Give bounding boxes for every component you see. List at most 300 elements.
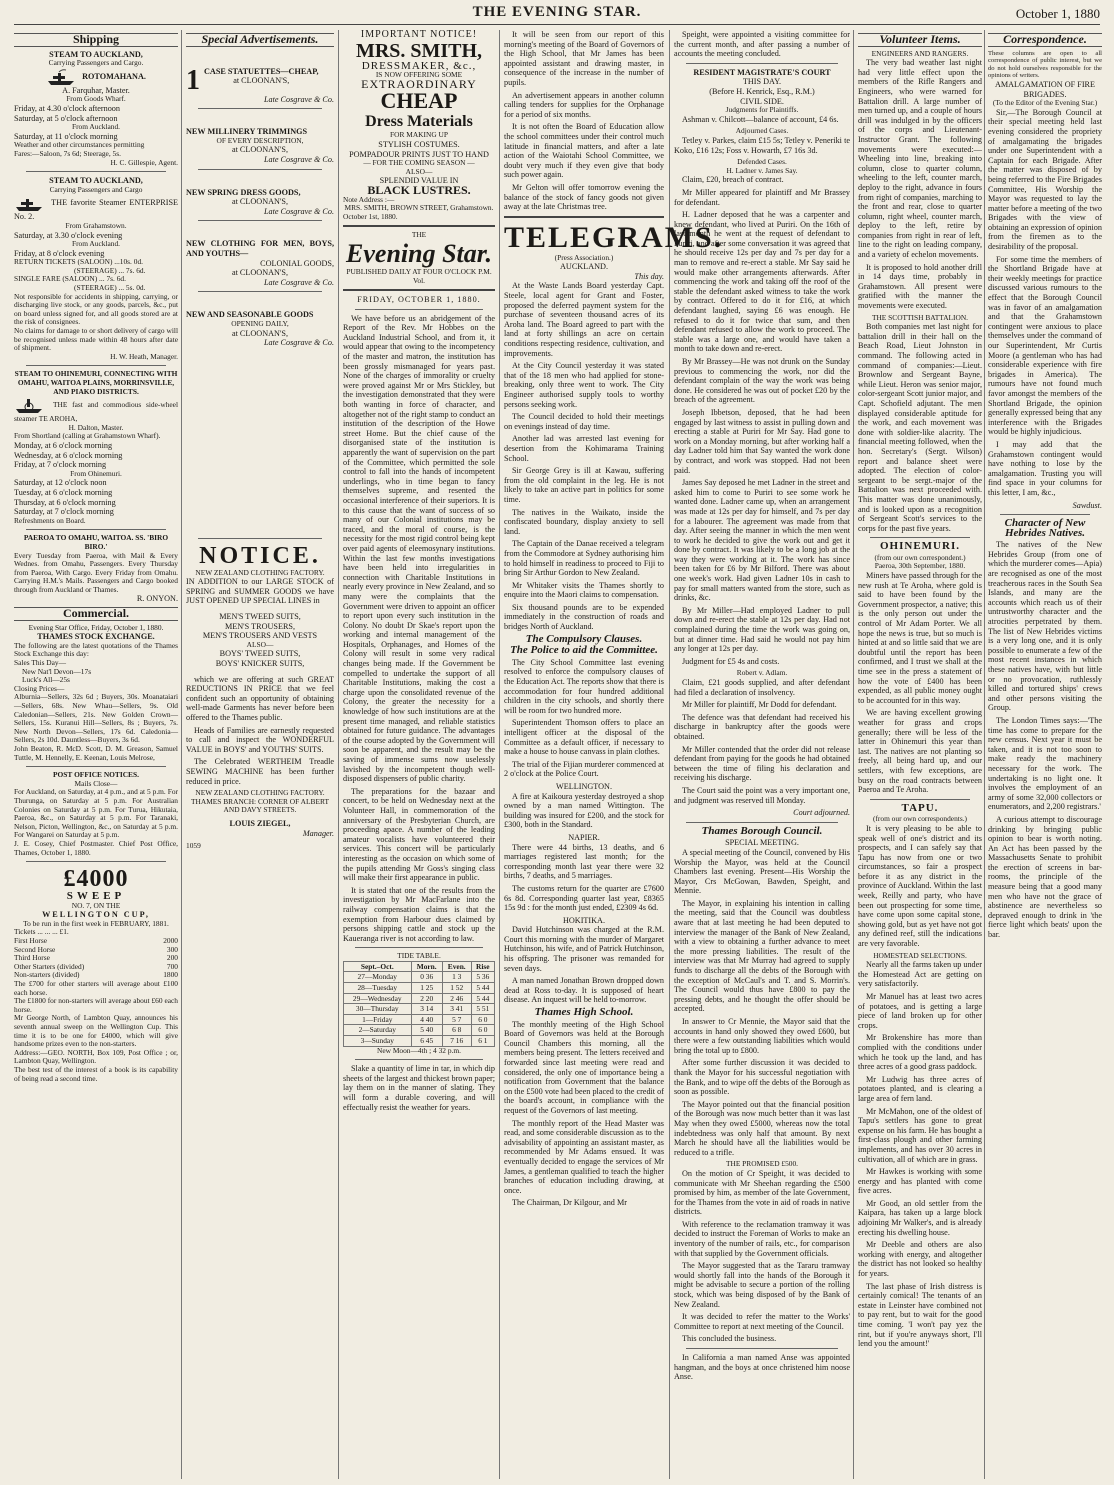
tide-row — [344, 1014, 495, 1025]
steamship-icon — [14, 396, 44, 414]
dateline: WELLINGTON. — [555, 781, 612, 791]
subhead: ENGINEERS AND RANGERS. — [871, 48, 969, 58]
post-office-title: POST OFFICE NOTICES. — [53, 770, 139, 780]
sweep-number: NO. 7, ON THE — [71, 900, 121, 910]
coming-season: — FOR THE COMING SEASON — — [363, 158, 475, 168]
sale-item: Luck's All—25s — [22, 675, 70, 685]
tide-table — [343, 961, 495, 1047]
column-rule — [853, 30, 854, 1479]
news-para: Nearly all the farms taken up under the Homestead Act are getting on very satisfactorily. — [858, 960, 982, 989]
fare-line: SINGLE FARE (SALOON) ... 7s. 6d. — [14, 274, 126, 284]
council-para: A special meeting of the Council, convened by His Worship the Mayor, was held at the Council Chambers last evening. Present—His Worship the Mayor, Crs McGowan, Bawden, Speight, and Mennie. — [674, 847, 850, 896]
prize-label: Other Starters (divided) — [14, 961, 85, 971]
to-editor: (To the Editor of the Evening Star.) — [992, 98, 1098, 108]
dateline: HOKITIKA. — [562, 915, 606, 925]
schedule-line: Monday, at 6 o'clock morning — [14, 440, 113, 450]
civil-side: CIVIL SIDE. — [740, 96, 784, 106]
tide-cell: 6 45 — [411, 1036, 442, 1047]
ad-late: Late Cosgrave & Co. — [263, 94, 334, 104]
prize-amount: 2000 — [163, 936, 178, 946]
tickets: Tickets ... ... ... £1. — [14, 927, 69, 937]
tide-cell: 5 44 — [471, 983, 494, 994]
special-meeting: SPECIAL MEETING. — [725, 838, 799, 848]
court-para: By Mr Brassey—He was not drunk on the Sunday previous to commencing the work, nor did the defendant complain of the way the work was being done. He considered he was out of pocket £20 by the breach of the agreement. — [674, 357, 850, 405]
news-para: Mr Gelton will offer tomorrow evening the balance of the stock of fancy goods not given away at the late Christmas tree. — [504, 182, 664, 212]
press-association: (Press Association.) — [554, 252, 614, 262]
tide-cell: 2—Saturday — [344, 1025, 412, 1036]
filler: The best test of the interest of a book is its capability of being read a second time. — [14, 1064, 178, 1083]
schedule-line: Saturday, at 5 o'clock afternoon — [14, 113, 118, 123]
news-para: Mr McMahon, one of the oldest of Tapu's settlers has gone to great expense on his farm. He has bought a first-class plough and other farming implements, and has over 30 acres in cultivation, all of which are in grass. — [858, 1106, 982, 1164]
news-para: The monthly meeting of the High School Board of Governors was held at the Borough Council Chambers this morning, all the members being present. The letters received and forwarded since last meeting were read and considered, the only one of importance being a notification from Government that the balance on the £500 vote had been placed to the credit of the board's account, in compliance with the request of the Governors of last meeting. — [504, 1019, 664, 1115]
stock-line: BOYS' TWEED SUITS, — [219, 649, 301, 659]
council-para: On the motion of Cr Speight, it was decided to communicate with Mr Sheehan regarding the £500 promised by him, as member of the late Government, for the Thames from the vote in aid of roads in native districts. — [674, 1168, 850, 1217]
ad-late: Late Cosgrave & Co. — [263, 338, 334, 348]
council-para: It was decided to refer the matter to the Works' Committee to report at next meeting of the Council. — [674, 1312, 850, 1331]
tide-row — [344, 1004, 495, 1015]
tide-row — [344, 1036, 495, 1047]
manager: H. W. Heath, Manager. — [110, 351, 178, 361]
council-para: This concluded the business. — [682, 1334, 777, 1344]
stylish: STYLISH COSTUMES. — [378, 139, 460, 149]
fare-line: (STEERAGE) ... 7s. 6d. — [74, 265, 146, 275]
disclaimer: These columns are open to all correspondence of public interest, but we do not hold ourselves responsible for the opinions of writers. — [988, 49, 1102, 80]
schedule-line: Saturday, at 12 o'clock noon — [14, 478, 107, 488]
offering: IS NOW OFFERING SOME — [375, 70, 463, 80]
schedule-line: Friday, at 4.30 o'clock afternoon — [14, 103, 120, 113]
important-notice: IMPORTANT NOTICE! — [360, 29, 478, 40]
prize-amount: 1800 — [163, 970, 178, 980]
court-para: The Court said the point was a very important one, and judgment was reserved till Monday. — [674, 785, 850, 805]
letter-para: Sir,—The Borough Council at their special meeting held last evening considered the propriety of amalgamating the brigades under one Superintendent with a Captain for each Brigade. After the matter was disposed of by being referred to the Fire Brigades Committee, His Worship the Mayor was requested to lay the matter before a meeting of the two Brigades with the view of obtaining an expression of opinion from the firemen as to the desirability of the proposal. — [988, 107, 1102, 252]
subhead: HOMESTEAD SELECTIONS. — [873, 950, 967, 960]
telegram-para: There were 44 births, 13 deaths, and 6 marriages registered last month; for the corresponding month last year there were 32 births, 7 deaths, and 5 marriages. — [504, 842, 664, 881]
news-para: The Chairman, Dr Kilgour, and Mr — [512, 1198, 627, 1208]
masthead — [14, 2, 1100, 25]
subhead: The Compulsory Clauses. — [525, 632, 643, 645]
section-header-commercial: Commercial. — [14, 607, 178, 621]
sweep-title: SWEEP — [66, 890, 126, 903]
telegram-para: The Council decided to hold their meetings on evenings instead of day time. — [504, 412, 664, 431]
court-para: Claim, £21 goods supplied, and after defendant had filed a declaration of insolvency. — [674, 678, 850, 697]
telegram-para: The City School Committee last evening resolved to enforce the compulsory clauses of the Education Act. The reports show that there is accommodation for four hundred additional children in the city schools, and shortly there will be room for two hundred more. — [504, 657, 664, 715]
tide-cell: 6 0 — [471, 1014, 494, 1025]
council-para: The Mayor pointed out that the financial position of the Borough was now much better than it was last May when they owed £5000, whereas now the total indebtedness was only half that amount. By next March he should have all the liabilities would be reduced to a trifle. — [674, 1099, 850, 1157]
ship-name: ROTOMAHANA. — [82, 71, 146, 81]
news-para: Speight, were appointed a visiting committee for the current month, and after passing a number of accounts the meeting concluded. — [674, 30, 850, 59]
schedule-heading: From Grahamstown. — [65, 220, 127, 230]
news-para: The London Times says:—'The time has come to prepare for the new census. Next year it must be taken, and it is not too soon to make ready the machinery necessary for the work. The undertaking is no light one. It involves the employment of an army of some 32,000 collectors or enumerators, and 2,200 registrars.' — [988, 715, 1102, 812]
disclaimer: No claims for damage to or short delivery of cargo will be recognised unless made within 48 hours after date of shipment. — [14, 326, 178, 353]
filler-para: In California a man named Anse was appointed hangman, and the boys at once christened him noose Anse. — [674, 1353, 850, 1382]
case-name: H. Ladner v. James Say. — [726, 165, 798, 175]
notice-body: The Celebrated WERTHEIM Treadle SEWING MACHINE has been further reduced in price. — [186, 757, 334, 786]
tide-cell: 29—Wednesday — [344, 993, 412, 1004]
sweep-run: To be run in the first week in FEBRUARY, 1881. — [23, 918, 169, 928]
section-header-special: Special Advertisements. — [186, 33, 334, 47]
ad-sub: OPENING DAILY, — [231, 318, 289, 328]
stock-line: MEN'S TROUSERS, — [224, 621, 296, 631]
tide-row — [344, 993, 495, 1004]
prize-amount: 300 — [166, 944, 178, 954]
editorial-body: We have before us an abridgement of the Report of the Rev. Mr Hobbes on the Auckland Industrial School, and from it, it would appear that owing to the incompetency of the master and matron, the institution has been grossly mismanaged for years past. None of the charges of immorality or cruelty were proved against Mr or Mrs Stickley, but the investigation demonstrated that they were both wanting in force of character, and altogether not of the right stamp to conduct an institution of the description of the Howe street Home. But the chief cause of the disorganised state of the institution is apparently the want of supervision on the part of the Committee, which permitted the sole control to fall into the hands of incompetent underlings, who in time began to fancy themselves supreme, and resented the occasional interference of their superiors. It is to this cause that the want of success of so many of our Colonial institutions may be traced, and the moral of course, is the necessity for the most rigid control being kept over paid agents of eleemosynary institutions. Within the last few months investigations have been held into irregularities in connection with Charitable Institutions in nearly every province in New Zealand, and so many were the complaints that the Government were driven to appoint an officer to report upon every such institution in the Colony. No doubt Dr Skae's report upon the working and internal management of the Hospitals, Orphanages, and Homes of the Colony will result in some very radical changes being made. If the Government be compelled to undertake the support of all Charitable Institutions, making the cost a charge upon the consolidated revenue of the Colony, the greater the necessity for a knowledge of how such institutions are at the present time managed, and reliable statistics obtained for future guidance. The advantages of the course adopted by the Government will soon be apparent, and the result may be the saving of immense sums now uselessly lavished by the incompetent though well-disposed dispensers of public charity. — [343, 313, 495, 784]
editorial-date: FRIDAY, OCTOBER 1, 1880. — [357, 295, 481, 305]
column-rule — [984, 30, 985, 1479]
prize-list — [14, 937, 178, 980]
council-para: With reference to the reclamation tramway it was decided to instruct the Foreman of Works to make an inventory of the number of rails, etc., for comparison with that supplied by the Government officials. — [674, 1219, 850, 1258]
dateline: Evening Star Office, Friday, October 1, 1880. — [28, 622, 164, 632]
schedule-note: Weather and other circumstances permitting — [14, 140, 145, 150]
tide-cell: 5 7 — [442, 1014, 471, 1025]
nameplate: Evening Star. — [346, 238, 492, 268]
column-shipping — [14, 30, 178, 1479]
telegram-para: At the City Council yesterday it was stated that of the 18 men who had applied for stone-breaking, only three went to work. The City Engineer authorised supply tools to worthy persons seeking work. — [504, 361, 664, 409]
defended: Defended Cases. — [737, 157, 787, 167]
for-making: FOR MAKING UP — [390, 130, 448, 140]
subhead: The Police to aid the Committee. — [510, 644, 658, 657]
steamship-icon — [14, 194, 44, 212]
pompadour: POMPADOUR PRINTS JUST TO HAND — [349, 149, 489, 159]
closing-prices: Alburnia—Sellers, 32s 6d ; Buyers, 30s. Moanataiari—Sellers, 68s. New Whau—Sellers, 9s. Old Caledonian—Sellers, 21s. New Golden Crown—Sellers, 15s. Kuranui Hill—Sellers, 8s ; Buyers, 7s. New North Devon—Sellers, 17s 6d. Caledonia—Sellers, 2s 10d. Dauntless—Buyers, 3s 6d. — [14, 692, 178, 745]
column-rule — [181, 30, 182, 1479]
section-header-shipping: Shipping — [14, 33, 178, 47]
signature: R. ONYON. — [136, 594, 178, 604]
ship-name: THE favorite Steamer ENTERPRISE No. 2. — [14, 198, 178, 222]
this-day: This day. — [634, 271, 664, 281]
prize-label: Second Horse — [14, 944, 56, 954]
prize-label: Third Horse — [14, 953, 50, 963]
before: (Before H. Kenrick, Esq., R.M.) — [709, 86, 815, 96]
mrs-smith: MRS. SMITH, — [355, 39, 483, 62]
judgments: Judgments for Plaintiffs. — [725, 105, 799, 115]
subhead: Thames Borough Council. — [701, 824, 823, 837]
ad-line: NEW AND SEASONABLE GOODS — [186, 310, 314, 320]
ad-subtitle: Carrying Passengers and Cargo — [49, 184, 143, 194]
news-para: A curious attempt to discourage drinking by bringing public opinion to bear is worth noting. An Act has been passed by the Massachusetts Senate to prohibit the erection of screens in bar-rooms, the principle of the measure being that a good many men who have not the grace of abstinence are nevertheless so depraved enough to drink in 'the fierce light which beats' upon the bar. — [988, 814, 1102, 940]
tide-cell: 5 40 — [411, 1025, 442, 1036]
dressmaker: DRESSMAKER, &c., — [361, 59, 477, 72]
ad-title: STEAM TO AUCKLAND, — [49, 49, 143, 59]
sweep-amount: £4000 — [63, 866, 129, 893]
tide-cell: 5 36 — [471, 972, 494, 983]
telegram-para: At the Waste Lands Board yesterday Capt. Steele, local agent for Grant and Foster, proposed the deferred payment system for the purchase of seventeen thousand acres of its Aroha land. The Board agreed to part with the land at forty shillings an acre on certain conditions respecting residence, cultivation, and improvements. — [504, 281, 664, 358]
telegram-para: Mr Whitaker visits the Thames shortly to enquire into the Maori claims to compensation. — [504, 580, 664, 600]
volume: Vol. — [413, 275, 425, 285]
black-lustres: BLACK LUSTRES. — [367, 182, 471, 197]
cheap: CHEAP — [380, 88, 458, 114]
ad-body: Every Tuesday from Paeroa, with Mail & Every Wednes. from Omahu, Passengers. Every Thursday from Paeroa, With Cargo. Every Friday from Omahu. Carrying H.M.'s Mails. Passengers and Cargo booked through from Auckland or Thames. — [14, 550, 178, 594]
stock-line: BOYS' KNICKER SUITS, — [215, 659, 305, 669]
tide-cell: 27—Monday — [344, 972, 412, 983]
tide-header: Sept.–Oct. — [344, 961, 412, 972]
court-para: H. Ladner deposed that he was a carpenter and knew defendant, who lived at Puriri. On the 16th of last month he went at the request of defendant to Puriri, and after some conversation it was agreed that he should receive 12s per day and 7s per day for a man to remove and re-erect a stable. Mr Say said he would make other arrangements afterwards. After commencing the work and taking off the roof of the stable the defendant asked witness to take the work by contract. Offered to do it for £16, at which defendant laughed, saying £6 was enough. He refused to do it for twice that sum, and then defendant refused to allow the work to proceed. The stable was a large one, and would have taken a month to take down and re-erect. — [674, 210, 850, 354]
news-para: Miners have passed through for the new rush at Te Aroha, where gold is said to have been found by the Government prospector, a native; this is the only person out under the control of Mr Adam Porter. We all hope the news is true, but so much is hinted at and so little said that we are doubtful until the report has been confirmed, and I trust we shall at the time see in the press a statement of how the vote of £400 has been expended, as all public money ought to be accounted for in this way. — [858, 571, 982, 705]
sweep-para: Mr George North, of Lambton Quay, announces his seventh annual sweep on the Wellington Cup. This time it is to be one for £4000, which will give handsome prizes even to the non-starters. — [14, 1013, 178, 1049]
court-para: Judgment for £5 4s and costs. — [682, 656, 780, 666]
masthead-date: October 1, 1880 — [1015, 6, 1100, 21]
adjourned-note: Court adjourned. — [793, 808, 850, 818]
news-para: An advertisement appears in another column calling tenders for supplies for the Orphanage for a period of six months. — [504, 90, 664, 119]
disclaimer: Not responsible for accidents in shipping, carrying, or discharging live stock, or any goods, parcels, &c., put on board unless signed for, and all goods stored are at the risk of consignees. — [14, 291, 178, 327]
court-para: Mr Miller appeared for plaintiff and Mr Brassey for defendant. — [674, 187, 850, 207]
notice-body: IN ADDITION to our LARGE STOCK of SPRING and SUMMER GOODS we have JUST OPENED UP SPECIAL LINES in — [186, 577, 334, 606]
tide-row — [344, 1025, 495, 1036]
letter-para: For some time the members of the Shortland Brigade have at their weekly meetings for practice discussed various rumours to the effect that the Borough Council was in favor of an amalgamation and that the Grahamstown contingent were anxious to place themselves under the command of our Superintendent, Mr Curtis Moore (a gentleman who has had considerable experience with fire brigades in America). The rumours have not found much favor amongst the members of the Shortland Brigade, the opinion generally expressed being that any interference with the Brigades would be highly injudicious. — [988, 254, 1102, 437]
ad-at: at CLOONAN'S, — [231, 145, 289, 155]
schedule-heading: From Auckland. — [71, 239, 121, 249]
court-para: By Mr Miller—Had employed Ladner to pull down and re-erect the stable at 12s per day. Had not complained during the time the work was going on, but at dinner time. Had said he would not pay him any longer at 12s per day. — [674, 605, 850, 654]
court-para: The defence was that defendant had received his discharge in bankruptcy after the goods were obtained. — [674, 712, 850, 741]
court-title: RESIDENT MAGISTRATE'S COURT — [693, 67, 831, 77]
dateline: NAPIER. — [568, 832, 600, 842]
mails-close: Mails Close— — [74, 778, 118, 788]
post-office-body: For Auckland, on Saturday, at 4 p.m., and at 5 p.m. For Thurunga, on Saturday at 5 p.m. For Australian Colonies on Saturday at 5 p.m. For Turua, Hikutaia, Paeroa, &c., on Saturday at 5 p.m. For Taranaki, Nelson, Picton, Wellington, &c., on Saturday at 5 p.m. For Wangarei on Saturday at 5 p.m. — [14, 787, 178, 840]
signature: Sawdust. — [1072, 500, 1102, 510]
column-telegrams — [504, 30, 724, 1479]
tide-cell: 3—Sunday — [344, 1036, 412, 1047]
manager-name: LOUIS ZIEGEL, — [229, 818, 291, 828]
court-para: Joseph Ibbetson, deposed, that he had been engaged by last witness to assist in pulling down and erecting a stable at Puriri for Mr Say. Had gone to work on a Monday morning, but after working half a day Ladner told him that Say wanted the work done by contract, and work was stopped. Had not been paid. — [674, 407, 850, 475]
stock-line: MEN'S TWEED SUITS, — [219, 612, 301, 622]
ad-title: PAEROA TO OMAHU, WAITOA. SS. 'BIRO BIRO.' — [23, 533, 169, 551]
note-address: Note Address :— — [343, 194, 395, 204]
brokers: John Beaton, R. McD. Scott, D. M. Greason, Samuel Tuttle, M. Hennelly, E. Keenan, Louis Melrose, — [14, 743, 178, 762]
ad-title: STEAM TO AUCKLAND, — [49, 176, 143, 186]
notice-body: Heads of Families are earnestly requested to call and inspect the WONDERFUL VALUE in BOYS' and YOUTHS' SUITS. — [186, 725, 334, 754]
prize-label: Non-starters (divided) — [14, 970, 80, 980]
telegram-para: The Captain of the Danae received a telegram from the Commodore at Sydney authorising him to hold himself in readiness to proceed to Fiji to bring Sir Arthur Gordon to New Zealand. — [504, 539, 664, 578]
subhead: THE SCOTTISH BATTALION. — [871, 312, 969, 322]
tide-row — [344, 972, 495, 983]
section-header-correspondence: Correspondence. — [988, 33, 1102, 47]
news-para: Mr Deeble and others are also working with energy, and altogether the district has not looked so healthy for years. — [858, 1240, 982, 1279]
tide-cell: 6 0 — [471, 1025, 494, 1036]
court-para: James Say deposed he met Ladner in the street and asked him to come to Puriri to see some work he wanted done. Ladner came up, when an arrangement was made at 12s per day for himself, and 7s per day for a labourer. The agreement was made from that day. After seeing the manner in which the men went to work he decided to give the work out and get it done by contract. It was likely to be a long job at the way they were working at it. The work has since been taken for £6 by Mr Bilford. There was about one week's work. Had given Ladner 10s in cash to pay for small matters wanted from the store, such as drinks, &c. — [674, 478, 850, 603]
schedule-heading: From Shortland (calling at Grahamstown Wharf). — [14, 431, 161, 441]
ad-line: CASE STATUETTES—CHEAP, — [204, 66, 319, 76]
ship-name: THE fast and commodious side-wheel steamer TE AROHA, — [14, 400, 179, 424]
adjourned: Adjourned Cases. — [735, 126, 789, 136]
ad-late: Late Cosgrave & Co. — [263, 277, 334, 287]
letter-title: AMALGAMATION OF FIRE BRIGADES. — [994, 79, 1096, 99]
dress-materials: Dress Materials — [365, 113, 473, 131]
note: Refreshments on Board. — [14, 515, 86, 525]
tide-cell: 2 46 — [442, 993, 471, 1004]
news-para: It will be seen from our report of this morning's meeting of the Board of Governors of the High School, that Mr James has been appointed assistant and drawing master, in consequence of the increase in the number of pupils. — [504, 30, 664, 87]
council-para: The Mayor, in explaining his intention in calling the meeting, said that the Council was doubtless aware that at last meeting he had been deputed to interview the manager of the Bank of New Zealand, with a view to obtaining a further advance to meet the more pressing liabilities. The result of the interview was that Mr Murray had agreed to supply funds to discharge all the debts of the Borough with the exception of McCaul's and T. and S. Morrin's. The Council would thus have £800 to pay the pressing debts, and he thought the offer should be accepted. — [674, 898, 850, 1014]
tide-cell: 2 20 — [411, 993, 442, 1004]
subhead: TAPU. — [901, 801, 939, 814]
sweep-para: The £1800 for non-starters will average about £60 each horse. — [14, 996, 178, 1014]
schedule-line: Tuesday, at 6 o'clock morning — [14, 487, 113, 497]
stock-line: MEN'S TROUSERS AND VESTS — [202, 631, 318, 641]
manager-title: Manager. — [302, 828, 334, 838]
news-para: It is not often the Board of Education allow the school committees under their control much latitude in financial matters, and after a late action of the Waiotahi School Committee, we doubt very much if they even give that body such power again. — [504, 122, 664, 180]
extraordinary: EXTRAORDINARY — [361, 76, 477, 91]
prize-label: First Horse — [14, 936, 48, 946]
case-name: Robert v. Adlam. — [736, 668, 788, 678]
news-para: The monthly report of the Head Master was read, and some considerable discussion as to the advisability of appointing an assistant master, as recommended by Mr Adams ensued. It was eventually decided to engage the services of Mr James, a gentleman qualified to teach the higher branches of education including drawing, at once. — [504, 1118, 664, 1195]
tide-header: Even. — [442, 961, 471, 972]
news-para: We are having excellent growing weather for grass and crops generally; there will be less of the latter in Ohinemuri this year than last. The natives are not planting so freely, all being hard up, and our settlers, with few exceptions, are busy on the road contracts between Paeroa and Te Aroha. — [858, 708, 982, 795]
stock-also: ALSO— — [246, 639, 274, 649]
schedule-line: Saturday, at 7 o'clock morning — [14, 507, 114, 517]
exchange-intro: The following are the latest quotations of the Thames Stock Exchange this day: — [14, 640, 178, 659]
telegram-para: Sir George Grey is ill at Kawau, suffering from the old complaint in the leg. He is not likely to take an active part in politics for some time. — [504, 466, 664, 504]
exchange-title: THAMES STOCK EXCHANGE. — [37, 632, 155, 642]
ad-at: at CLOONAN'S, — [231, 268, 289, 278]
editorial-body: The preparations for the bazaar and concert, to be held on Wednesday next at the Volunteer Hall, in commemoration of the anniversary of the Presbyterian Church, are proceeding apace. A number of the leading amateur vocalists have volunteered their services. This concert will be particularly interesting as the occasion on which some of the pupils attending Mr Goss's singing class will make their first appearance in public. — [343, 786, 495, 883]
drop-cap: 1 — [186, 64, 200, 96]
tide-cell: 1 25 — [411, 983, 442, 994]
schedule-heading: From Auckland. — [71, 122, 121, 132]
ad-subtitle: Carrying Passengers and Cargo. — [48, 58, 144, 68]
tide-cell: 28—Tuesday — [344, 983, 412, 994]
tide-cell: 30—Thursday — [344, 1004, 412, 1015]
telegram-para: The customs return for the quarter are £7600 6s 8d. Corresponding quarter last year, £8365 15s 9d : for the month just ended, £2309 4s 6d. — [504, 883, 664, 913]
column-special-ads — [186, 30, 334, 1479]
section-header-volunteer: Volunteer Items. — [858, 33, 982, 47]
dateline: Paeroa, 30th September, 1880. — [874, 561, 966, 571]
court-para: Mr Miller contended that the order did not release defendant from paying for the goods he had obtained between the time of filing his declaration and receiving his discharge. — [674, 744, 850, 783]
branch: NEW ZEALAND CLOTHING FACTORY. THAMES BRANCH: CORNER OF ALBERT AND DAVY STREETS. — [191, 788, 329, 815]
column-volunteer — [858, 30, 982, 1479]
ad-line: NEW CLOTHING FOR MEN, BOYS, AND YOUTHS— — [186, 239, 334, 258]
tide-cell: 6 1 — [471, 1036, 494, 1047]
ad-ref: 1059 — [186, 841, 201, 851]
news-para: Mr Good, an old settler from the Kaipara, has taken up a large block adjoining Mr Walker's, and is already erecting his dwelling house. — [858, 1198, 982, 1237]
ship-master: H. Dalton, Master. — [68, 422, 124, 432]
news-para: The last phase of Irish distress is certainly comical! The tenants of an estate in Leinster have combined not to pay rent, but to wait for the good time coming. 'I won't pay yez the rint, but if you're anyways short, I'll lend you the amount!' — [858, 1281, 982, 1349]
court-para: Ashman v. Chilcott—balance of account, £4 6s. — [682, 114, 839, 124]
byline: (from our own correspondent.) — [874, 552, 966, 562]
tide-cell: 0 36 — [411, 972, 442, 983]
also: ALSO— — [405, 166, 433, 176]
prize-amount: 700 — [166, 961, 178, 971]
ad-at: at CLOONAN'S, — [231, 197, 289, 207]
telegram-para: The trial of the Fijian murderer commenced at 2 o'clock at the Police Court. — [504, 759, 664, 779]
telegrams-title: TELEGRAMS. — [504, 220, 724, 254]
the: THE — [411, 230, 427, 240]
council-para: In answer to Cr Mennie, the Mayor said that the accounts in hand only showed they owed £600, but there were a few outstanding liabilities which would bring the total up to £800. — [674, 1017, 850, 1055]
tide-cell: 1—Friday — [344, 1014, 412, 1025]
ad-title: STEAM TO OHINEMURI, CONNECTING WITH OMAHU, WAITOA PLAINS, MORRINSVILLE, AND PIAKO DISTRICTS. — [14, 369, 178, 396]
court-para: Mr Miller for plaintiff, Mr Dodd for defendant. — [682, 700, 837, 710]
ship-master: A. Farquhar, Master. — [62, 85, 130, 95]
news-para: It is proposed to hold another drill in 14 days time, probably in Grahamstown. All present were gratified with the manner the movements were executed. — [858, 262, 982, 311]
tide-header: Morn. — [411, 961, 442, 972]
subhead: OHINEMURI. — [880, 540, 960, 553]
schedule-line: Friday, at 8 o'clock evening — [14, 248, 105, 258]
sales-heading: Sales This Day— — [14, 658, 67, 668]
telegram-para: A fire at Kaikoura yesterday destroyed a shop owned by a man named Wittington. The building was insured for £200, and the stock for £300, both in the Standard. — [504, 791, 664, 830]
ad-date: October 1st, 1880. — [343, 211, 398, 221]
moon: New Moon—4th ; 4 32 p.m. — [377, 1045, 461, 1055]
schedule-heading: From Goods Wharf. — [66, 94, 126, 104]
court-para: Claim, £20, breach of contract. — [682, 175, 784, 185]
agent: H. C. Gillespie, Agent. — [110, 157, 178, 167]
sweep-cup: WELLINGTON CUP, — [42, 910, 150, 920]
column-rule — [499, 30, 500, 1479]
ad-line: NEW SPRING DRESS GOODS, — [186, 187, 301, 197]
schedule-line: Saturday, at 11 o'clock morning — [14, 131, 118, 141]
telegram-para: The natives in the Waikato, inside the confiscated boundary, display anxiety to sell land. — [504, 507, 664, 536]
news-para: The very bad weather last night had very little effect upon the members of the Rifle Rangers and Engineers, who were warned for Battalion drill. A large number of men turned up, and a couple of hours drill was indulged in by the officers of the corps and Lieutenant-Instructor Grant. The following movements were executed:—Wheeling into line, breaking into column, close to quarter column, wheeling to the left, counter march, deploy to the right, advance in fours from right of companies, marching to the front and rear, close to quarter column, right wheel, counter march, deploy to the left, retire by companies from right in rear of left, line to the right on leading company, and a variety of echelon movements. — [858, 58, 982, 260]
post-office-sign: J. E. Cosey, Chief Postmaster. Chief Post Office, Thames, October 1, 1880. — [14, 838, 178, 857]
notice-title: NOTICE. — [199, 542, 321, 569]
tide-cell: 3 41 — [442, 1004, 471, 1015]
masthead-title: THE EVENING STAR. — [472, 4, 642, 20]
news-para: Mr Brokenshire has more than complied with the conditions under which he took up the land, and has three acres of a good grass paddock. — [858, 1033, 982, 1072]
ad-sub: COLONIAL GOODS, — [260, 258, 334, 268]
letter-para: I may add that the Grahamstown contingent would have nothing to lose by the amalgamation. Trusting you will find space in your columns for this letter, I am, &c., — [988, 439, 1102, 497]
tide-cell: 1 3 — [442, 972, 471, 983]
council-para: The Mayor suggested that as the Tararu tramway would shortly fall into the hands of the Borough it might be advisable to secure a portion of the rolling stock, which was being disposed of by the Bank of New Zealand. — [674, 1261, 850, 1309]
dateline: AUCKLAND. — [560, 262, 608, 272]
news-para: Both companies met last night for battalion drill in their hall on the Beach Road, Lieut Johnston in command. The following acted in command of companies:—Lieut. Brownlow and Sergeant Bayne, while Lieut. Heron was senior major, color-sergeant Scott junior major, and Capt. Schofield adjutant. The men displayed considerable aptitude for the work, and each movement was done with soldier-like alacrity. The financial meeting followed, when the hon. Secretary's (Sergt. Wilson) report and balance sheet were adopted. The election of color-sergeant to be sergt.-major of the Battalion was next proceeded with. This matter was done unanimously, and is looked upon as a recognition of Sergeant Scott's services to the corps for the past five years. — [858, 322, 982, 533]
byline: (from our own correspondents.) — [873, 814, 967, 824]
schedule-heading: From Ohinemuri. — [70, 468, 122, 478]
splendid: SPLENDID VALUE IN — [379, 176, 459, 186]
filler-para: Slake a quantity of lime in tar, in which dip sheets of the largest and thickest brown paper; lay them on in the manner of slating. They will form a durable covering, and will effectually resist the weather for years. — [343, 1064, 495, 1112]
council-para: After some further discussion it was decided to thank the Mayor for his successful negotiation with the Bank, and to wipe off the debts of the Borough as soon as possible. — [674, 1058, 850, 1097]
tide-cell: 7 16 — [442, 1036, 471, 1047]
telegram-para: Another lad was arrested last evening for desertion from the Kohimarama Training School. — [504, 434, 664, 463]
fare-line: RETURN TICKETS (SALOON) ...10s. 0d. — [14, 257, 143, 267]
column-correspondence — [988, 30, 1102, 1479]
notice-sub: NEW ZEALAND CLOTHING FACTORY. — [195, 567, 325, 577]
subhead: Character of New Hebrides Natives. — [1004, 517, 1086, 539]
sale-item: New Nat'l Devon—17s — [22, 666, 92, 676]
news-para: The natives of the New Hebrides Group (from one of which the murderer comes—Apia) are recognised as one of the most treacherous races in the South Sea Islands, and many are the accounts which reach us of their untrustworthy character and the atrocities perpetrated by them. The list of New Hebrides victims is a very long one, and it is only possible to enumerate a few of the most recent instances in which these natives have, with but little or no provocation, ruthlessly killed and tortured ships' crews and other persons visiting the Group. — [988, 540, 1102, 713]
court-para: Tetley v. Parkes, claim £15 5s; Tetley v. Peneriki te Koko, £16 12s; Foss v. Howarth, £7 16s 3d. — [674, 135, 850, 155]
subhead: Thames High School. — [534, 1006, 634, 1019]
tide-cell: 1 52 — [442, 983, 471, 994]
telegram-para: Superintendent Thomson offers to place an intelligent officer at the disposal of the Committee as a default officer, if necessary to make a house to house canvass in plain clothes. — [504, 718, 664, 757]
closing-heading: Closing Prices— — [14, 683, 65, 693]
promised: THE PROMISED £500. — [725, 1159, 799, 1169]
tide-row — [344, 983, 495, 994]
ad-line: NEW MILLINERY TRIMMINGS — [186, 127, 308, 137]
schedule-line: Wednesday, at 6 o'clock morning — [14, 450, 123, 460]
prize-amount: 200 — [166, 953, 178, 963]
ad-late: Late Cosgrave & Co. — [263, 206, 334, 216]
news-para: It is very pleasing to be able to speak well of one's district and its prospects, and I can safely say that Tapu has now from one or two circumstances, so fair a prospect before it as any district in the province of Auckland. Within the last week, Reilly and party, who have been out prospecting for some time, have come upon some capital stone, showing gold, but as yet have not got any defined reef, still the indications are very favorable. — [858, 823, 982, 949]
column-court — [674, 30, 850, 1479]
sweep-address: Address:—GEO. NORTH, Box 109, Post Office ; or, Lambton Quay, Wellington. — [14, 1047, 178, 1066]
fares: Fares:—Saloon, 7s 6d; Steerage, 5s. — [14, 148, 121, 158]
ad-late: Late Cosgrave & Co. — [263, 154, 334, 164]
ad-at: at CLOONAN'S, — [233, 76, 290, 86]
column-rule — [338, 30, 339, 1479]
published: PUBLISHED DAILY AT FOUR O'CLOCK P.M. — [346, 266, 492, 276]
this-day: THIS DAY. — [742, 77, 782, 87]
tide-header: Rise — [471, 961, 494, 972]
sweep-para: The £700 for other starters will average about £100 each horse. — [14, 979, 178, 997]
news-para: Mr Ludwig has three acres of potatoes planted, and is clearing a large area of fern land. — [858, 1074, 982, 1103]
ad-sub: OF EVERY DESCRIPTION, — [216, 135, 304, 145]
fare-line: (STEERAGE) ... 5s. 0d. — [74, 283, 146, 293]
ad-at: at CLOONAN'S, — [231, 328, 289, 338]
editorial-body: It is stated that one of the results from the investigation by Mr MacFarlane into the railway compensation claims is that the exemption from Harbour dues claimed by persons shipping cattle and stock up the Kaueranga river is not according to law. — [343, 885, 495, 943]
tide-cell: 6 8 — [442, 1025, 471, 1036]
telegram-para: David Hutchinson was charged at the R.M. Court this morning with the murder of Margaret Hutchinson, his wife, and of Patrick Hutchinson, his offspring. The prisoner was remanded for seven days. — [504, 925, 664, 973]
news-para: Mr Hawkes is working with some energy and has planted with come five acres. — [858, 1167, 982, 1196]
schedule-line: Friday, at 7 o'clock morning — [14, 460, 107, 470]
tide-cell: 5 51 — [471, 1004, 494, 1015]
schedule-line: Saturday, at 3.30 o'clock evening — [14, 230, 123, 240]
tide-cell: 5 44 — [471, 993, 494, 1004]
